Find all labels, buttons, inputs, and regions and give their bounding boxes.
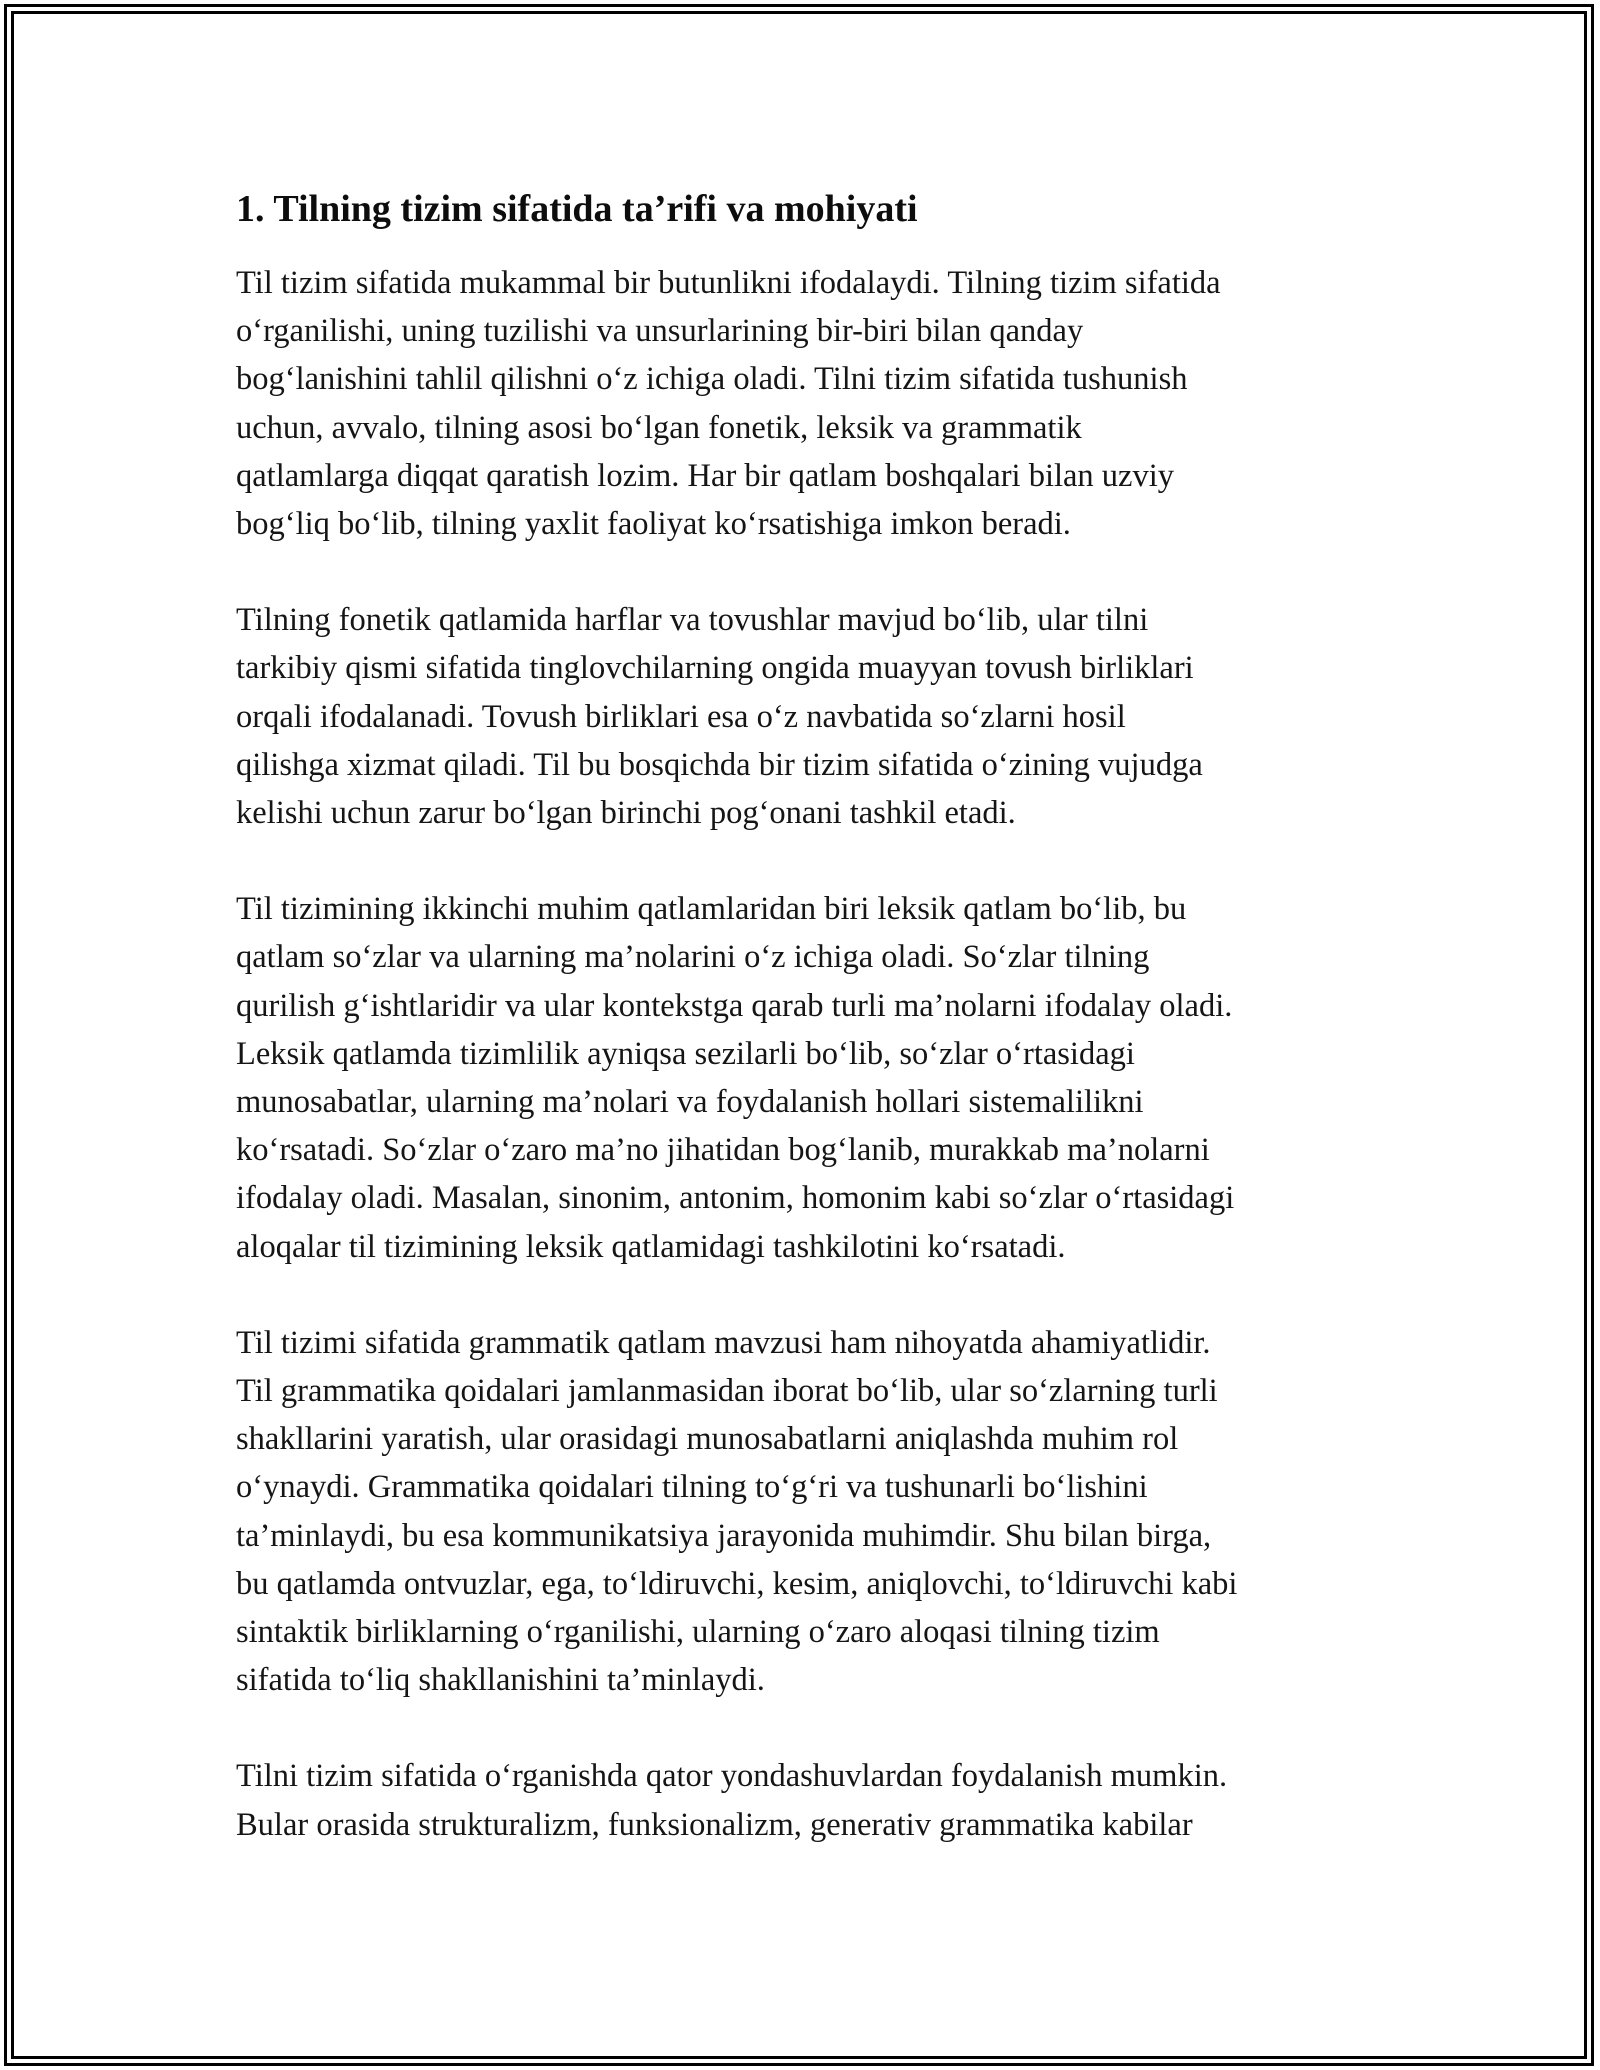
paragraph-line: tarkibiy qismi sifatida tinglovchilarning ongida muayyan tovush birliklari: [236, 650, 1194, 687]
paragraph-line: ta’minlaydi, bu esa kommunikatsiya jarayonida muhimdir. Shu bilan birga,: [236, 1517, 1212, 1554]
paragraph-line: kelishi uchun zarur bo‘lgan birinchi pog‘onani tashkil etadi.: [236, 795, 1016, 832]
paragraph-line: bog‘liq bo‘lib, tilning yaxlit faoliyat ko‘rsatishiga imkon beradi.: [236, 506, 1071, 543]
document-page: [236, 185, 1376, 1849]
paragraph-line: uchun, avvalo, tilning asosi bo‘lgan fonetik, leksik va grammatik: [236, 409, 1082, 446]
paragraph-line: orqali ifodalanadi. Tovush birliklari esa o‘z navbatida so‘zlarni hosil: [236, 698, 1126, 735]
paragraph-line: o‘rganilishi, uning tuzilishi va unsurlarining bir-biri bilan qanday: [236, 313, 1084, 350]
paragraph-2: [236, 596, 1376, 837]
paragraph-line: ko‘rsatadi. So‘zlar o‘zaro ma’no jihatidan bog‘lanib, murakkab ma’nolarni: [236, 1132, 1210, 1169]
paragraph-line: bu qatlamda ontvuzlar, ega, to‘ldiruvchi, kesim, aniqlovchi, to‘ldiruvchi kabi: [236, 1565, 1238, 1602]
paragraph-line: Til tizimining ikkinchi muhim qatlamlaridan biri leksik qatlam bo‘lib, bu: [236, 891, 1187, 928]
paragraph-line: Bular orasida strukturalizm, funksionalizm, generativ grammatika kabilar: [236, 1806, 1193, 1843]
paragraph-line: sifatida to‘liq shakllanishini ta’minlaydi.: [236, 1662, 765, 1699]
paragraph-line: Til tizim sifatida mukammal bir butunlikni ifodalaydi. Tilning tizim sifatida: [236, 265, 1221, 301]
paragraph-line: bog‘lanishini tahlil qilishni o‘z ichiga oladi. Tilni tizim sifatida tushunish: [236, 361, 1188, 398]
section-heading: 1. Tilning tizim sifatida ta’rifi va mohiyati: [236, 188, 918, 230]
paragraph-line: Til grammatika qoidalari jamlanmasidan iborat bo‘lib, ular so‘zlarning turli: [236, 1373, 1218, 1410]
paragraph-line: munosabatlar, ularning ma’nolari va foydalanish hollari sistemalilikni: [236, 1084, 1144, 1121]
paragraph-line: Tilni tizim sifatida o‘rganishda qator yondashuvlardan foydalanish mumkin.: [236, 1758, 1228, 1795]
paragraph-line: qatlamlarga diqqat qaratish lozim. Har bir qatlam boshqalari bilan uzviy: [236, 457, 1175, 494]
paragraph-line: Leksik qatlamda tizimlilik ayniqsa sezilarli bo‘lib, so‘zlar o‘rtasidagi: [236, 1035, 1135, 1072]
paragraph-line: ifodalay oladi. Masalan, sinonim, antonim, homonim kabi so‘zlar o‘rtasidagi: [236, 1180, 1235, 1217]
paragraph-line: shakllarini yaratish, ular orasidagi munosabatlarni aniqlashda muhim rol: [236, 1421, 1179, 1458]
paragraph-line: qatlam so‘zlar va ularning ma’nolarini o‘z ichiga oladi. So‘zlar tilning: [236, 939, 1150, 976]
paragraph-line: sintaktik birliklarning o‘rganilishi, ularning o‘zaro aloqasi tilning tizim: [236, 1614, 1160, 1651]
paragraph-line: o‘ynaydi. Grammatika qoidalari tilning to‘g‘ri va tushunarli bo‘lishini: [236, 1469, 1148, 1506]
paragraph-line: qilishga xizmat qiladi. Til bu bosqichda bir tizim sifatida o‘zining vujudga: [236, 746, 1203, 783]
paragraph-line: Til tizimi sifatida grammatik qatlam mavzusi ham nihoyatda ahamiyatlidir.: [236, 1324, 1211, 1361]
paragraph-4: [236, 1319, 1376, 1705]
paragraph-5: [236, 1752, 1376, 1848]
paragraph-3: [236, 885, 1376, 1271]
paragraph-1: [236, 259, 1376, 548]
paragraph-line: qurilish g‘ishtlaridir va ular kontekstga qarab turli ma’nolarni ifodalay oladi.: [236, 987, 1233, 1024]
paragraph-line: aloqalar til tizimining leksik qatlamidagi tashkilotini ko‘rsatadi.: [236, 1228, 1066, 1265]
paragraph-line: Tilning fonetik qatlamida harflar va tovushlar mavjud bo‘lib, ular tilni: [236, 602, 1149, 639]
